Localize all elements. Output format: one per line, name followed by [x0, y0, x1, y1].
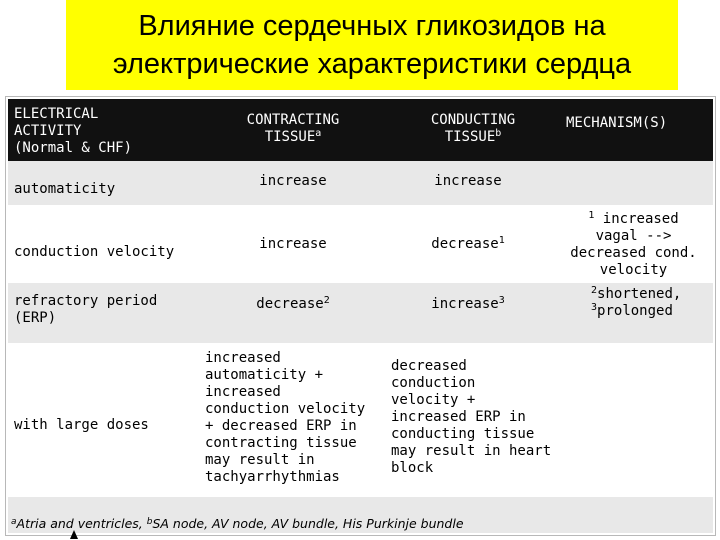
footnote-text: $^a$Atria and ventricles, $^b$SA node, AV node, AV bundle, His Purkinje bundle	[11, 516, 464, 531]
row-conducting: decreased conduction velocity + increased ERP in conducting tissue may result in heart block	[391, 358, 552, 476]
row-activity: automaticity	[14, 181, 116, 197]
row-conducting: decrease$^1$	[431, 235, 505, 252]
table-row	[8, 343, 713, 495]
table-row	[8, 161, 713, 205]
row-activity: conduction velocity	[14, 244, 175, 260]
effects-table	[5, 96, 716, 536]
table-row	[8, 283, 713, 343]
header-contracting-tissue: CONTRACTING TISSUE$^a$	[246, 112, 340, 145]
mouse-cursor-icon	[70, 530, 78, 539]
header-mechanism: MECHANISM(S)	[566, 115, 668, 131]
slide-title	[66, 0, 678, 90]
row-conducting: increase	[434, 173, 502, 189]
table-footnote	[8, 497, 713, 533]
row-mechanism: $^1$ increased vagal --> decreased cond. velocity	[570, 210, 697, 278]
row-contracting: increased automaticity + increased conduction velocity + decreased ERP in contracting tissue may result in tachyarrhythmias	[205, 350, 366, 485]
row-mechanism: $^2$shortened, $^3$prolonged	[591, 285, 682, 319]
row-activity: with large doses	[14, 417, 149, 433]
row-conducting: increase$^3$	[431, 295, 505, 312]
header-conducting-tissue: CONDUCTING TISSUE$^b$	[430, 112, 516, 145]
row-contracting: decrease$^2$	[256, 295, 330, 312]
table-header	[8, 99, 713, 161]
header-electrical-activity: ELECTRICAL ACTIVITY (Normal & CHF)	[14, 106, 133, 156]
title-line-2: электрические характеристики сердца	[112, 48, 632, 80]
row-activity: refractory period (ERP)	[14, 293, 158, 326]
row-contracting: increase	[259, 173, 327, 189]
row-contracting: increase	[259, 236, 327, 252]
table-row	[8, 205, 713, 283]
title-line-1: Влияние сердечных гликозидов на	[138, 10, 606, 42]
